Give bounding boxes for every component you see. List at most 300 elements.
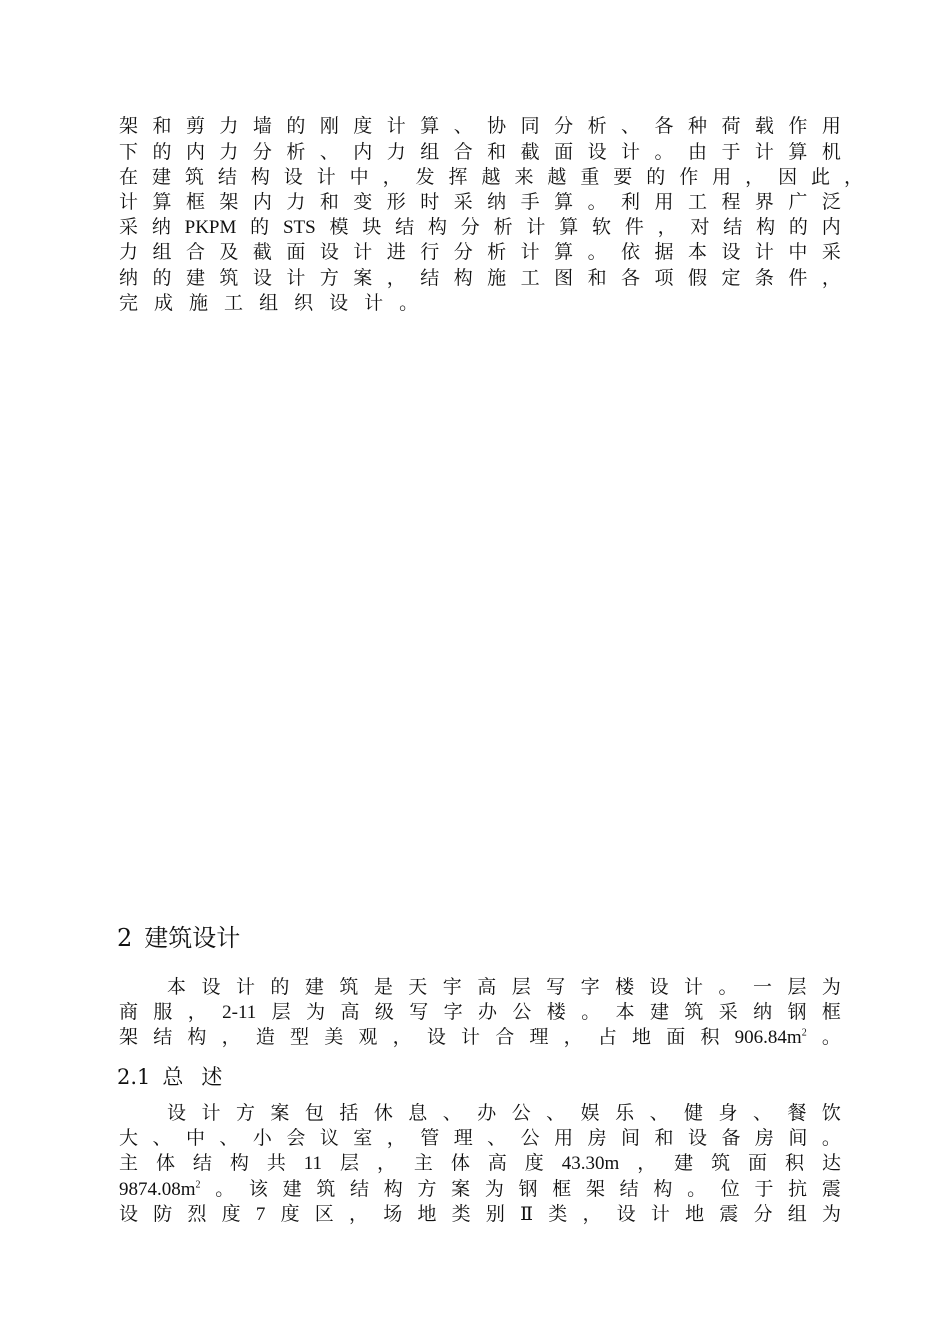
text-glyph: ， [745, 166, 765, 188]
text-glyph: 设 [616, 1203, 636, 1225]
text-glyph: 度 [221, 1203, 241, 1225]
text-glyph: 的 [270, 976, 290, 998]
text-glyph: 写 [546, 976, 566, 998]
text-glyph: 工 [520, 267, 540, 289]
text-glyph: 本 [687, 241, 707, 263]
text-glyph: ， [386, 1127, 406, 1149]
text-glyph: 建 [151, 166, 171, 188]
text-glyph: 钢 [518, 1178, 538, 1200]
text-glyph: 方 [417, 1178, 437, 1200]
text-glyph: 机 [821, 141, 841, 163]
text-glyph: 合 [453, 141, 473, 163]
text-glyph: 荷 [721, 115, 741, 137]
text-glyph: 。 [587, 241, 607, 263]
text-glyph: 设 [587, 141, 607, 163]
text-glyph: 写 [409, 1001, 429, 1023]
text-glyph: 层 [340, 1152, 360, 1174]
text-glyph: 利 [621, 191, 641, 213]
text-glyph: 餐 [787, 1102, 807, 1124]
text-glyph: 条 [754, 267, 774, 289]
text-glyph: 同 [520, 115, 540, 137]
text-glyph: 采 [718, 1001, 738, 1023]
text-glyph: ， [187, 1001, 207, 1023]
text-glyph: 力 [119, 241, 139, 263]
text-glyph: 设 [201, 976, 221, 998]
paragraph-line [119, 291, 841, 316]
text-glyph: 截 [252, 241, 272, 263]
text-glyph: 力 [219, 141, 239, 163]
text-glyph: 纳 [753, 1001, 773, 1023]
text-glyph: 变 [353, 191, 373, 213]
text-glyph: 算 [788, 141, 808, 163]
text-glyph: 。 [215, 1178, 235, 1200]
text-glyph: STS [282, 217, 316, 238]
text-glyph: 、 [752, 1102, 772, 1124]
text-glyph: 计 [461, 1026, 481, 1048]
text-glyph: 饮 [821, 1102, 841, 1124]
text-glyph: 设 [119, 1203, 139, 1225]
text-glyph: 级 [374, 1001, 394, 1023]
text-glyph: 由 [687, 141, 707, 163]
text-glyph: 案 [270, 1102, 290, 1124]
text-glyph: 构 [653, 1178, 673, 1200]
text-glyph: 办 [477, 1102, 497, 1124]
text-glyph: 为 [306, 1001, 326, 1023]
text-glyph: 图 [554, 267, 574, 289]
text-glyph: 计 [286, 267, 306, 289]
text-glyph: 面 [748, 1152, 768, 1174]
paragraph-line [119, 165, 863, 190]
text-glyph: 织 [294, 292, 314, 314]
text-glyph: 内 [252, 191, 272, 213]
text-glyph: 类 [548, 1203, 568, 1225]
text-glyph: 大 [119, 1127, 139, 1149]
text-glyph: 结 [217, 166, 237, 188]
text-glyph: 乐 [615, 1102, 635, 1124]
text-glyph: 结 [192, 1152, 212, 1174]
text-glyph: 是 [373, 976, 393, 998]
text-glyph: 筑 [684, 1001, 704, 1023]
text-glyph: 计 [353, 241, 373, 263]
text-glyph: 组 [259, 292, 279, 314]
text-glyph: 建 [674, 1152, 694, 1174]
text-glyph: 组 [787, 1203, 807, 1225]
text-glyph: 案 [451, 1178, 471, 1200]
text-glyph: 于 [721, 141, 741, 163]
text-glyph: 建 [282, 1178, 302, 1200]
text-glyph: 、 [319, 141, 339, 163]
text-glyph: 型 [290, 1026, 310, 1048]
text-glyph: 、 [453, 115, 473, 137]
text-glyph: 房 [587, 1127, 607, 1149]
text-glyph: 计 [386, 115, 406, 137]
text-glyph: 组 [152, 241, 172, 263]
text-glyph: 面 [554, 141, 574, 163]
paragraph-line [119, 240, 841, 265]
text-glyph: 下 [119, 141, 139, 163]
text-glyph: 件 [624, 216, 644, 238]
text-glyph: 工 [687, 191, 707, 213]
text-glyph: 办 [478, 1001, 498, 1023]
paragraph-line [119, 1151, 841, 1176]
text-glyph: 假 [687, 267, 707, 289]
text-glyph: 、 [219, 1127, 239, 1149]
text-glyph: 筑 [711, 1152, 731, 1174]
text-glyph: 纳 [151, 216, 171, 238]
text-glyph: 广 [788, 191, 808, 213]
text-glyph: 地 [417, 1203, 437, 1225]
paragraph-line [119, 1202, 841, 1227]
text-glyph: 框 [185, 191, 205, 213]
text-glyph: 括 [339, 1102, 359, 1124]
text-glyph: 各 [621, 267, 641, 289]
text-glyph: 分 [252, 141, 272, 163]
text-glyph: 达 [821, 1152, 841, 1174]
text-glyph: ， [637, 1152, 657, 1174]
text-glyph: 算 [559, 216, 579, 238]
text-glyph: 楼 [615, 976, 635, 998]
text-glyph: 和 [487, 141, 507, 163]
text-glyph: 构 [756, 216, 776, 238]
text-glyph: 健 [684, 1102, 704, 1124]
text-glyph: 计 [754, 141, 774, 163]
text-glyph: 设 [687, 1127, 707, 1149]
text-glyph: 字 [443, 1001, 463, 1023]
text-glyph: 此 [811, 166, 831, 188]
text-glyph: 占 [597, 1026, 617, 1048]
text-glyph: 体 [155, 1152, 175, 1174]
text-glyph: 主 [413, 1152, 433, 1174]
paragraph-line [119, 140, 841, 165]
text-glyph: ， [221, 1026, 241, 1048]
text-glyph: 房 [754, 1127, 774, 1149]
text-glyph: 行 [420, 241, 440, 263]
text-glyph: 、 [621, 115, 641, 137]
text-glyph: 构 [427, 216, 447, 238]
text-glyph: 。 [821, 1026, 841, 1048]
text-glyph: ， [657, 216, 677, 238]
text-glyph: 积 [785, 1152, 805, 1174]
text-glyph: 析 [487, 241, 507, 263]
text-glyph: 楼 [546, 1001, 566, 1023]
text-glyph: 设 [319, 241, 339, 263]
text-glyph: 内 [185, 141, 205, 163]
text-glyph: 为 [821, 1203, 841, 1225]
text-glyph: $9874.08m^2$ [119, 1179, 201, 1200]
text-glyph: 采 [119, 216, 139, 238]
text-glyph: 体 [450, 1152, 470, 1174]
text-glyph: 种 [687, 115, 707, 137]
text-glyph: 公 [512, 1001, 532, 1023]
text-glyph: 完 [119, 292, 139, 314]
text-glyph: $906.84m^2$ [734, 1027, 807, 1048]
text-glyph: 越 [547, 166, 567, 188]
text-glyph: ， [376, 1152, 396, 1174]
text-glyph: 依 [621, 241, 641, 263]
text-glyph: 刚 [319, 115, 339, 137]
text-glyph: 的 [286, 115, 306, 137]
text-glyph: 定 [721, 267, 741, 289]
text-glyph: 于 [754, 1178, 774, 1200]
text-glyph: 手 [520, 191, 540, 213]
text-glyph: 析 [493, 216, 513, 238]
text-glyph: 和 [319, 191, 339, 213]
paragraph-line [167, 1101, 841, 1126]
text-glyph: 方 [319, 267, 339, 289]
text-glyph: 中 [185, 1127, 205, 1149]
text-glyph: 计 [201, 1102, 221, 1124]
text-glyph: 和 [152, 115, 172, 137]
text-glyph: 方 [235, 1102, 255, 1124]
text-glyph: 筑 [184, 166, 204, 188]
text-glyph: 计 [316, 166, 336, 188]
text-glyph: 息 [408, 1102, 428, 1124]
text-glyph: 块 [362, 216, 382, 238]
text-glyph: 件 [788, 267, 808, 289]
text-glyph: 来 [514, 166, 534, 188]
text-glyph: 架 [585, 1178, 605, 1200]
text-glyph: 构 [250, 166, 270, 188]
text-glyph: 震 [719, 1203, 739, 1225]
text-glyph: ， [392, 1026, 412, 1048]
text-glyph: 。 [687, 1178, 707, 1200]
text-glyph: 层 [511, 976, 531, 998]
text-glyph: 、 [152, 1127, 172, 1149]
text-glyph: 架 [119, 115, 139, 137]
text-glyph: 析 [286, 141, 306, 163]
text-glyph: 美 [324, 1026, 344, 1048]
text-glyph: 计 [364, 292, 384, 314]
text-glyph: 公 [511, 1102, 531, 1124]
text-glyph: 墙 [252, 115, 272, 137]
text-glyph: 算 [152, 191, 172, 213]
text-glyph: 要 [613, 166, 633, 188]
text-glyph: 及 [219, 241, 239, 263]
text-glyph: 内 [353, 141, 373, 163]
text-glyph: 协 [487, 115, 507, 137]
text-glyph: 理 [529, 1026, 549, 1048]
text-glyph: 室 [353, 1127, 373, 1149]
text-glyph: 算 [554, 191, 574, 213]
text-glyph: 理 [453, 1127, 473, 1149]
text-glyph: 震 [821, 1178, 841, 1200]
text-glyph: 。 [654, 141, 674, 163]
text-glyph: 。 [718, 976, 738, 998]
text-glyph: ， [382, 166, 402, 188]
text-glyph: 成 [154, 292, 174, 314]
text-glyph: 主 [119, 1152, 139, 1174]
text-glyph: 构 [229, 1152, 249, 1174]
text-glyph: 层 [271, 1001, 291, 1023]
text-glyph: 身 [718, 1102, 738, 1124]
section-title: 建筑设计 [144, 924, 241, 952]
text-glyph: 构 [187, 1026, 207, 1048]
text-glyph: 一 [752, 976, 772, 998]
text-glyph: 。 [399, 292, 419, 314]
text-glyph: 服 [153, 1001, 173, 1023]
text-glyph: ， [843, 166, 863, 188]
text-glyph: 分 [460, 216, 480, 238]
text-glyph: 程 [721, 191, 741, 213]
text-glyph: 场 [383, 1203, 403, 1225]
text-glyph: 时 [420, 191, 440, 213]
text-glyph: 分 [453, 241, 473, 263]
text-glyph: 在 [119, 166, 139, 188]
paragraph-line [119, 1025, 841, 1050]
text-glyph: 43.30m [561, 1153, 620, 1174]
text-glyph: 设 [283, 166, 303, 188]
text-glyph: ， [563, 1026, 583, 1048]
text-glyph: 力 [386, 141, 406, 163]
text-glyph: 合 [185, 241, 205, 263]
text-glyph: 11 [303, 1153, 323, 1174]
text-glyph: 观 [358, 1026, 378, 1048]
paragraph-line [119, 1126, 841, 1151]
text-glyph: 计 [235, 976, 255, 998]
text-glyph: 内 [821, 216, 841, 238]
text-glyph: 地 [632, 1026, 652, 1048]
text-glyph: 分 [753, 1203, 773, 1225]
text-glyph: 娱 [580, 1102, 600, 1124]
text-glyph: 用 [654, 191, 674, 213]
text-glyph: 计 [520, 241, 540, 263]
text-glyph: 字 [580, 976, 600, 998]
text-glyph: 纳 [487, 191, 507, 213]
text-glyph: 截 [520, 141, 540, 163]
text-glyph: 积 [700, 1026, 720, 1048]
text-glyph: 载 [754, 115, 774, 137]
text-glyph: 采 [453, 191, 473, 213]
text-glyph: 重 [580, 166, 600, 188]
text-glyph: 分 [554, 115, 574, 137]
text-glyph: PKPM [184, 217, 237, 238]
paragraph-line [119, 1177, 841, 1202]
text-glyph: 设 [721, 241, 741, 263]
text-glyph: 模 [329, 216, 349, 238]
text-glyph: 间 [788, 1127, 808, 1149]
text-glyph: 结 [395, 216, 415, 238]
text-glyph: 、 [546, 1102, 566, 1124]
text-glyph: 高 [477, 976, 497, 998]
text-glyph: 、 [649, 1102, 669, 1124]
text-glyph: 剪 [185, 115, 205, 137]
text-glyph: 合 [495, 1026, 515, 1048]
text-glyph: 筑 [339, 976, 359, 998]
text-glyph: 的 [152, 141, 172, 163]
text-glyph: 设 [649, 976, 669, 998]
text-glyph: 的 [646, 166, 666, 188]
text-glyph: 计 [650, 1203, 670, 1225]
text-glyph: 设 [426, 1026, 446, 1048]
text-glyph: 高 [487, 1152, 507, 1174]
text-glyph: 析 [587, 115, 607, 137]
text-glyph: 类 [451, 1203, 471, 1225]
text-glyph: 7 [255, 1204, 266, 1225]
text-glyph: 架 [119, 1026, 139, 1048]
text-glyph: 区 [314, 1203, 334, 1225]
text-glyph: 构 [453, 267, 473, 289]
text-glyph: 天 [408, 976, 428, 998]
text-glyph: 共 [266, 1152, 286, 1174]
text-glyph: 的 [152, 267, 172, 289]
text-glyph: 。 [581, 1001, 601, 1023]
text-glyph: 本 [167, 976, 187, 998]
text-glyph: 抗 [788, 1178, 808, 1200]
paragraph-line [119, 215, 841, 240]
text-glyph: 挥 [448, 166, 468, 188]
text-glyph: ， [821, 267, 841, 289]
text-glyph: 工 [224, 292, 244, 314]
text-glyph: Ⅱ [520, 1203, 534, 1225]
text-glyph: 别 [485, 1203, 505, 1225]
text-glyph: 造 [255, 1026, 275, 1048]
paragraph-line [119, 114, 841, 139]
text-glyph: 结 [619, 1178, 639, 1200]
text-glyph: 中 [349, 166, 369, 188]
text-glyph: 间 [621, 1127, 641, 1149]
text-glyph: 层 [787, 976, 807, 998]
text-glyph: 界 [754, 191, 774, 213]
section-number: 2.1 [117, 1065, 151, 1089]
text-glyph: 建 [185, 267, 205, 289]
text-glyph: 进 [386, 241, 406, 263]
text-glyph: 的 [250, 216, 270, 238]
text-glyph: 位 [720, 1178, 740, 1200]
text-glyph: 施 [487, 267, 507, 289]
text-glyph: 设 [329, 292, 349, 314]
text-glyph: 案 [353, 267, 373, 289]
text-glyph: 筑 [316, 1178, 336, 1200]
paragraph-line [167, 975, 841, 1000]
text-glyph: 管 [420, 1127, 440, 1149]
text-glyph: 公 [520, 1127, 540, 1149]
text-glyph: 建 [304, 976, 324, 998]
text-glyph: 各 [654, 115, 674, 137]
text-glyph: 。 [821, 1127, 841, 1149]
text-glyph: 面 [286, 241, 306, 263]
text-glyph: 建 [649, 1001, 669, 1023]
text-glyph: 备 [721, 1127, 741, 1149]
text-glyph: 和 [587, 267, 607, 289]
text-glyph: 结 [350, 1178, 370, 1200]
text-glyph: 结 [723, 216, 743, 238]
text-glyph: 度 [353, 115, 373, 137]
text-glyph: ， [582, 1203, 602, 1225]
text-glyph: 项 [654, 267, 674, 289]
text-glyph: 、 [487, 1127, 507, 1149]
text-glyph: 泛 [821, 191, 841, 213]
text-glyph: 软 [592, 216, 612, 238]
text-glyph: 发 [415, 166, 435, 188]
text-glyph: 和 [654, 1127, 674, 1149]
text-glyph: 构 [383, 1178, 403, 1200]
text-glyph: 该 [248, 1178, 268, 1200]
paragraph-line [119, 1000, 841, 1025]
text-glyph: 本 [615, 1001, 635, 1023]
text-glyph: 据 [654, 241, 674, 263]
text-glyph: 纳 [119, 267, 139, 289]
text-glyph: 作 [679, 166, 699, 188]
text-glyph: 2-11 [222, 1002, 257, 1023]
text-glyph: 宇 [442, 976, 462, 998]
text-glyph: 防 [153, 1203, 173, 1225]
text-glyph: 中 [788, 241, 808, 263]
text-glyph: 框 [552, 1178, 572, 1200]
paragraph-line [119, 190, 841, 215]
text-glyph: 用 [712, 166, 732, 188]
text-glyph: 会 [286, 1127, 306, 1149]
text-glyph: 算 [420, 115, 440, 137]
